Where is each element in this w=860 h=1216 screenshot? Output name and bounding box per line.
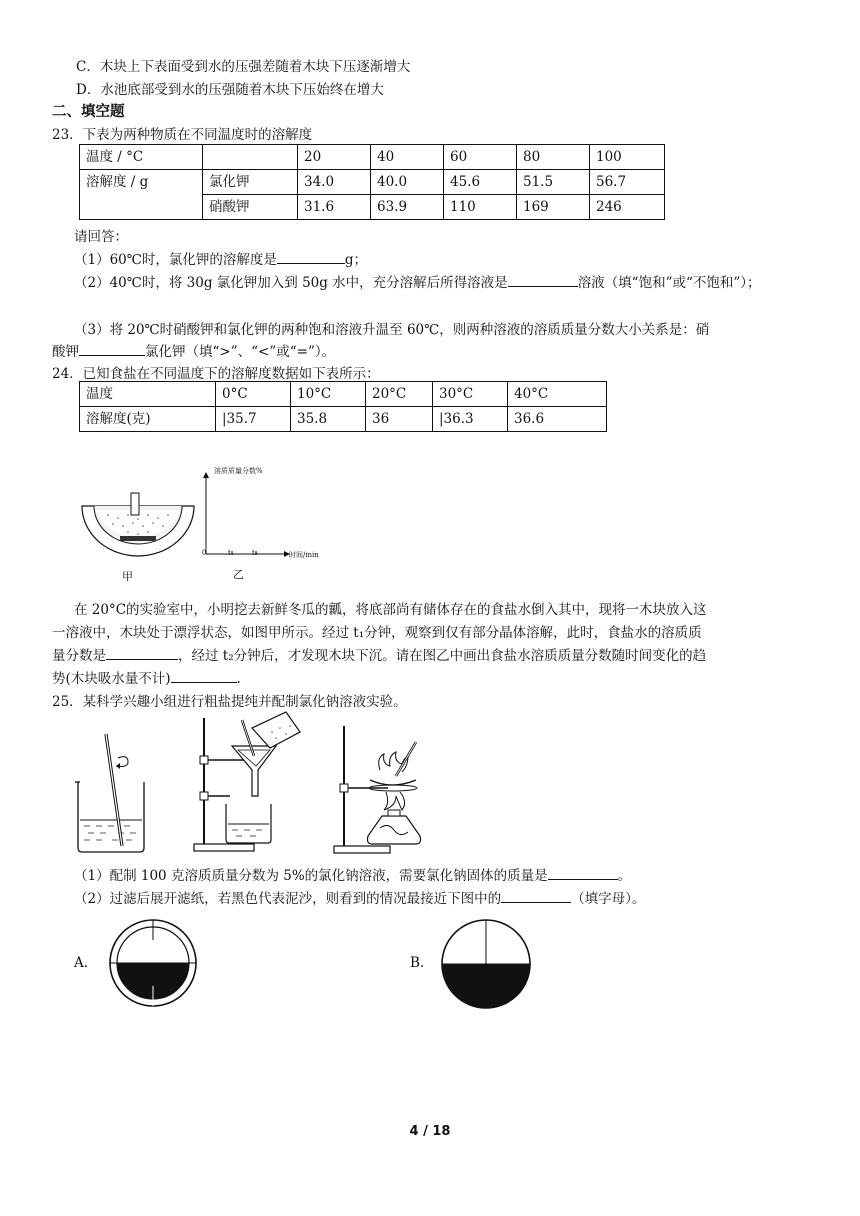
q23-part1-unit: g； xyxy=(344,252,368,268)
option-b-filter-paper xyxy=(436,918,536,1010)
table-cell: 10°C xyxy=(291,382,366,407)
answer-blank[interactable] xyxy=(106,645,178,660)
table-cell: 100 xyxy=(590,145,665,170)
table-cell: 45.6 xyxy=(444,170,517,195)
table-cell: 63.9 xyxy=(371,195,444,220)
table-row xyxy=(80,145,665,170)
table-cell: 硝酸钾 xyxy=(203,195,298,220)
q24-text: 量分数是 xyxy=(52,648,106,664)
answer-blank[interactable] xyxy=(171,668,237,683)
q25-part1 xyxy=(74,864,631,884)
table-cell: 20 xyxy=(298,145,371,170)
q23-part1-text: （1）60℃时，氯化钾的溶解度是 xyxy=(74,252,277,268)
q24-paragraph-line2: 一溶液中，木块处于漂浮状态，如图甲所示。经过 t₁分钟，观察到仅有部分晶体溶解，此时，食盐水的溶质质 xyxy=(52,625,702,641)
y-axis-label: 溶质质量分数% xyxy=(214,467,263,475)
page-number: 4 / 18 xyxy=(409,1124,451,1139)
apparatus-filtration xyxy=(190,708,310,856)
table-cell: 80 xyxy=(517,145,590,170)
x-tick-t2: t₂ xyxy=(252,549,258,557)
q24-stem: 24．已知食盐在不同温度下的溶解度数据如下表所示： xyxy=(52,366,380,382)
table-cell: 34.0 xyxy=(298,170,371,195)
q23-part2-text: （2）40℃时，将 30g 氯化钾加入到 50g 水中，充分溶解后所得溶液是 xyxy=(74,275,508,291)
q23-stem: 23．下表为两种物质在不同温度时的溶解度 xyxy=(52,127,313,143)
table-cell: 溶解度 / g xyxy=(80,170,203,220)
table-cell: 40.0 xyxy=(371,170,444,195)
table-cell xyxy=(203,145,298,170)
q23-part2-hint: 溶液（填“饱和”或“不饱和”）； xyxy=(577,275,761,291)
option-b-label: B. xyxy=(410,955,425,971)
table-cell: 0°C xyxy=(216,382,291,407)
option-d: D．水池底部受到水的压强随着木块下压始终在增大 xyxy=(76,82,384,98)
table-row xyxy=(80,170,665,195)
answer-blank[interactable] xyxy=(548,865,618,880)
table-cell: 36 xyxy=(366,407,433,432)
table-cell: 40 xyxy=(371,145,444,170)
q24-text: 势(木块吸水量不计) xyxy=(52,671,171,687)
figure-jia-label: 甲 xyxy=(122,570,133,583)
figure-yi-axes xyxy=(190,462,350,568)
table-cell: 169 xyxy=(517,195,590,220)
table-cell: 40°C xyxy=(508,382,607,407)
answer-blank[interactable] xyxy=(508,272,578,287)
q24-salt-table xyxy=(79,381,607,432)
table-row xyxy=(80,382,607,407)
option-c: C．木块上下表面受到水的压强差随着木块下压逐渐增大 xyxy=(76,59,411,75)
table-cell: |35.7 xyxy=(216,407,291,432)
table-cell: |36.3 xyxy=(433,407,508,432)
apparatus-evaporation xyxy=(330,718,440,856)
apparatus-beaker-stirring xyxy=(70,730,160,854)
q23-part3-line2 xyxy=(52,340,335,360)
q23-part3-hint: 氯化钾（填“>”、“<”或“=”）。 xyxy=(145,344,336,360)
x-tick-0: 0 xyxy=(202,549,207,557)
q24-paragraph-line3 xyxy=(52,644,706,664)
q23-part2 xyxy=(74,271,761,291)
table-row xyxy=(80,407,607,432)
table-cell: 51.5 xyxy=(517,170,590,195)
answer-blank[interactable] xyxy=(501,888,571,903)
table-cell: 温度 / °C xyxy=(80,145,203,170)
table-cell: 36.6 xyxy=(508,407,607,432)
q23-part3-label: 酸钾 xyxy=(52,344,79,360)
table-cell: 60 xyxy=(444,145,517,170)
q24-text: ，经过 t₂分钟后，才发现木块下沉。请在图乙中画出食盐水溶质质量分数随时间变化的趋 xyxy=(178,648,707,664)
x-axis-label: 时间/min xyxy=(289,551,319,559)
option-a-filter-paper xyxy=(100,918,206,1008)
answer-blank[interactable] xyxy=(79,341,145,356)
table-cell: 30°C xyxy=(433,382,508,407)
q24-paragraph-line4 xyxy=(52,667,241,687)
table-cell: 56.7 xyxy=(590,170,665,195)
table-cell: 35.8 xyxy=(291,407,366,432)
answer-prompt: 请回答： xyxy=(74,229,128,245)
q24-paragraph-line1: 在 20°C的实验室中，小明挖去新鲜冬瓜的瓤，将底部尚有储体存在的食盐水倒入其中，现将一木块放入这 xyxy=(74,602,707,618)
table-cell: 246 xyxy=(590,195,665,220)
option-a-label: A. xyxy=(74,955,89,971)
figure-jia-melon xyxy=(78,488,198,568)
table-cell: 温度 xyxy=(80,382,216,407)
q23-part1 xyxy=(74,248,367,268)
q25-text: （1）配制 100 克溶质质量分数为 5%的氯化钠溶液，需要氯化钠固体的质量是 xyxy=(74,868,548,884)
q25-part2 xyxy=(74,887,645,907)
table-cell: 31.6 xyxy=(298,195,371,220)
figure-yi-label: 乙 xyxy=(233,568,244,581)
q25-text: 。 xyxy=(617,868,632,884)
q25-text: （填字母）。 xyxy=(571,891,646,907)
table-cell: 氯化钾 xyxy=(203,170,298,195)
q24-text: . xyxy=(236,671,241,687)
x-tick-t1: t₁ xyxy=(228,549,234,557)
q23-solubility-table xyxy=(79,144,665,220)
q25-stem: 25．某科学兴趣小组进行粗盐提纯并配制氯化钠溶液实验。 xyxy=(52,694,407,710)
section-title: 二、填空题 xyxy=(52,104,125,120)
table-cell: 溶解度(克) xyxy=(80,407,216,432)
table-cell: 20°C xyxy=(366,382,433,407)
q23-part3-line1: （3）将 20℃时硝酸钾和氯化钾的两种饱和溶液升温至 60℃，则两种溶液的溶质质量分数大小关系是：硝 xyxy=(74,322,710,338)
answer-blank[interactable] xyxy=(277,249,345,264)
table-cell: 110 xyxy=(444,195,517,220)
q25-text: （2）过滤后展开滤纸，若黑色代表泥沙，则看到的情况最接近下图中的 xyxy=(74,891,502,907)
